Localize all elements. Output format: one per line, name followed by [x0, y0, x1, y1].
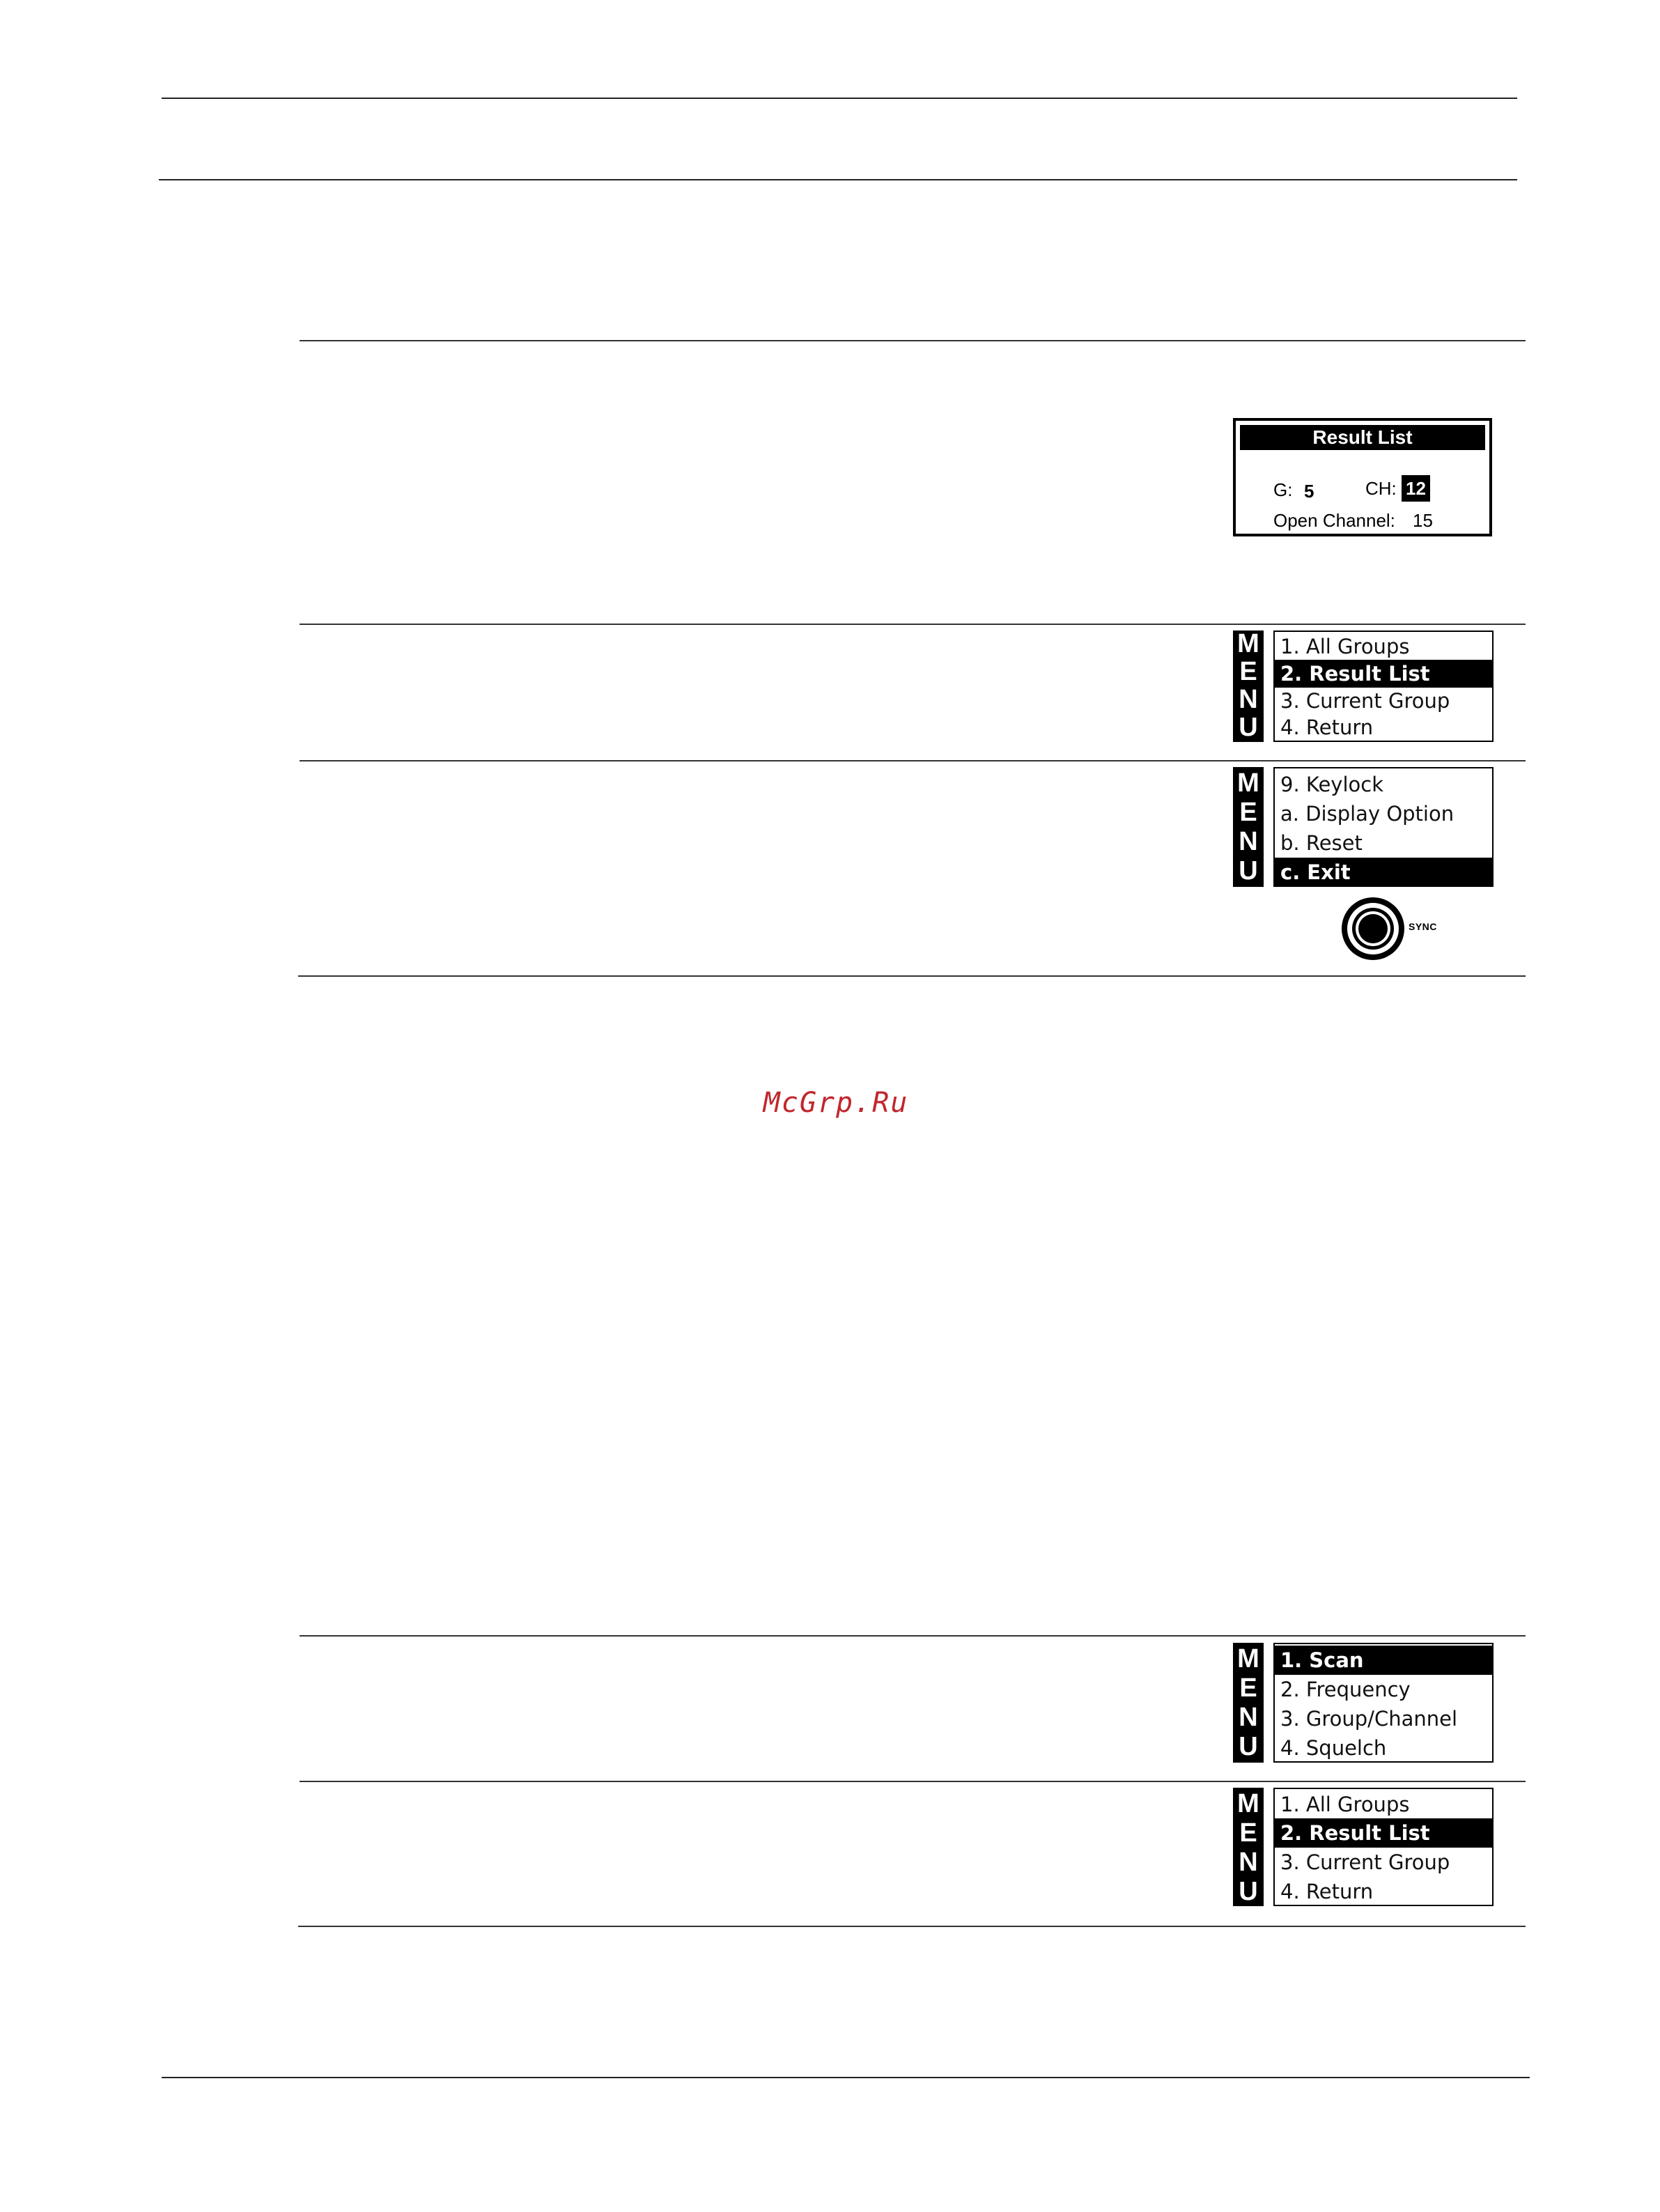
- menu-item-return[interactable]: 4. Return: [1280, 716, 1374, 739]
- menu-item-all-groups[interactable]: 1. All Groups: [1280, 1793, 1410, 1816]
- group-label: G:: [1273, 479, 1293, 500]
- menu-main-page-1: [1233, 1643, 1494, 1763]
- watermark: McGrp.Ru: [763, 1087, 909, 1119]
- menu-list: [1273, 767, 1494, 887]
- table-rule-2: [300, 624, 1526, 625]
- menu-item-current-group[interactable]: 3. Current Group: [1280, 689, 1450, 713]
- channel-label: CH:: [1365, 478, 1397, 499]
- menu-item-result-list[interactable]: 2. Result List: [1275, 660, 1492, 688]
- menu-item-scan[interactable]: 1. Scan: [1275, 1646, 1492, 1675]
- menu-list: [1273, 1643, 1494, 1763]
- table-rule-4: [298, 975, 1526, 977]
- table-rule-6: [300, 1781, 1526, 1782]
- menu-item-exit[interactable]: c. Exit: [1275, 858, 1492, 887]
- menu-scan-submenu-2: [1233, 1788, 1494, 1906]
- open-channel-label: Open Channel:: [1273, 510, 1395, 531]
- menu-scan-submenu: [1233, 631, 1494, 742]
- sync-knob-icon[interactable]: [1342, 897, 1404, 960]
- sync-label: SYNC: [1409, 921, 1437, 932]
- menu-item-keylock[interactable]: 9. Keylock: [1280, 773, 1384, 796]
- table-rule-5: [300, 1635, 1526, 1637]
- open-channel-value: 15: [1413, 510, 1433, 531]
- menu-list: [1273, 1788, 1494, 1906]
- footer-rule: [162, 2077, 1530, 2078]
- menu-item-current-group[interactable]: 3. Current Group: [1280, 1850, 1450, 1874]
- screen-title: Result List: [1240, 425, 1485, 450]
- table-rule-3: [300, 760, 1526, 761]
- channel-value: 12: [1402, 475, 1430, 502]
- menu-item-return[interactable]: 4. Return: [1280, 1880, 1374, 1903]
- menu-item-reset[interactable]: b. Reset: [1280, 831, 1363, 855]
- table-rule-7: [298, 1926, 1526, 1927]
- table-rule-1: [300, 340, 1526, 341]
- menu-tab: M E N U: [1233, 631, 1264, 742]
- menu-tab: M E N U: [1233, 1788, 1264, 1906]
- menu-tab: M E N U: [1233, 1643, 1264, 1763]
- menu-item-frequency[interactable]: 2. Frequency: [1280, 1678, 1411, 1701]
- menu-item-display-option[interactable]: a. Display Option: [1280, 802, 1455, 826]
- menu-list: [1273, 631, 1494, 742]
- menu-item-group-channel[interactable]: 3. Group/Channel: [1280, 1707, 1458, 1731]
- group-value: 5: [1304, 481, 1314, 502]
- menu-item-result-list[interactable]: 2. Result List: [1275, 1818, 1492, 1848]
- menu-item-all-groups[interactable]: 1. All Groups: [1280, 635, 1410, 658]
- menu-item-squelch[interactable]: 4. Squelch: [1280, 1736, 1387, 1760]
- menu-tab: M E N U: [1233, 767, 1264, 887]
- header-rule-bottom: [159, 179, 1517, 180]
- result-list-screen: [1233, 418, 1492, 536]
- menu-main-page-2: [1233, 767, 1494, 887]
- header-rule-top: [162, 98, 1517, 99]
